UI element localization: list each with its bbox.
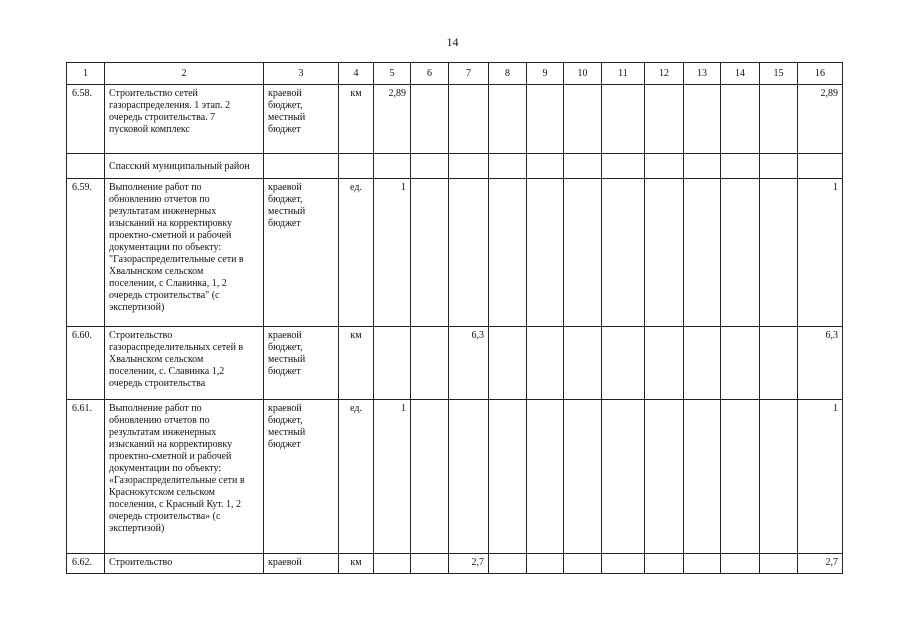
row-value-col12 [645, 554, 684, 574]
row-value-col7: 6,3 [449, 327, 489, 400]
row-value-col6 [411, 400, 449, 554]
row-unit: ед. [339, 400, 374, 554]
row-value-col15 [760, 85, 798, 154]
row-value-col15 [760, 400, 798, 554]
row-value-col9 [527, 400, 564, 554]
row-number: 6.59. [67, 179, 105, 327]
column-header: 13 [684, 63, 721, 85]
row-value-col15 [760, 327, 798, 400]
column-header: 6 [411, 63, 449, 85]
row-value-col8 [489, 179, 527, 327]
row-value-col12 [645, 179, 684, 327]
row-name: Строительство газораспределительных сетей в Хвалынском сельском поселении, с. Славинка 1,2 очередь строительства [105, 327, 264, 400]
row-number: 6.62. [67, 554, 105, 574]
row-value-col10 [564, 327, 602, 400]
table-row [67, 554, 843, 574]
row-value-col7 [449, 179, 489, 327]
row-value-col7: 2,7 [449, 554, 489, 574]
column-header: 2 [105, 63, 264, 85]
column-header: 1 [67, 63, 105, 85]
row-number: 6.61. [67, 400, 105, 554]
table-row [67, 400, 843, 554]
row-value-col5 [374, 327, 411, 400]
row-value-col11 [602, 400, 645, 554]
row-value-col13 [684, 327, 721, 400]
row-value-col11 [602, 327, 645, 400]
row-value-col5 [374, 554, 411, 574]
column-header: 4 [339, 63, 374, 85]
row-value-col11 [602, 554, 645, 574]
row-value-col15 [760, 554, 798, 574]
section-title: Спасский муниципальный район [105, 154, 264, 179]
column-header: 16 [798, 63, 843, 85]
row-value-col11 [602, 179, 645, 327]
header-row [67, 63, 843, 85]
row-value-col7 [449, 400, 489, 554]
row-source: краевой [264, 554, 339, 574]
row-total: 6,3 [798, 327, 843, 400]
column-header: 8 [489, 63, 527, 85]
row-value-col9 [527, 554, 564, 574]
column-header: 5 [374, 63, 411, 85]
row-value-col11 [602, 85, 645, 154]
program-table [66, 62, 843, 574]
column-header: 11 [602, 63, 645, 85]
column-header: 3 [264, 63, 339, 85]
column-header: 10 [564, 63, 602, 85]
row-value-col12 [645, 85, 684, 154]
row-value-col10 [564, 554, 602, 574]
table-row [67, 179, 843, 327]
row-name: Выполнение работ по обновлению отчетов по результатам инженерных изысканий на корректировку проектно-сметной и рабочей документации по объекту: «Газораспределительные сети в Краснокутском сельском поселении, с Красный Кут. 1, 2 очередь строительства» (с экспертизой) [105, 400, 264, 554]
row-value-col5: 2,89 [374, 85, 411, 154]
row-value-col8 [489, 327, 527, 400]
row-source: краевой бюджет, местный бюджет [264, 400, 339, 554]
row-name: Строительство сетей газораспределения. 1 этап. 2 очередь строительства. 7 пусковой комплекс [105, 85, 264, 154]
column-header: 9 [527, 63, 564, 85]
row-value-col6 [411, 327, 449, 400]
row-value-col10 [564, 85, 602, 154]
row-value-col9 [527, 327, 564, 400]
table-row [67, 327, 843, 400]
row-value-col12 [645, 327, 684, 400]
row-source: краевой бюджет, местный бюджет [264, 85, 339, 154]
row-value-col14 [721, 327, 760, 400]
row-name: Выполнение работ по обновлению отчетов по результатам инженерных изысканий на корректировку проектно-сметной и рабочей документации по объекту: "Газораспределительные сети в Хвалынском сельском поселении, с Славинка, 1, 2 очередь строительства" (с экспертизой) [105, 179, 264, 327]
row-value-col15 [760, 179, 798, 327]
row-value-col13 [684, 400, 721, 554]
row-value-col9 [527, 179, 564, 327]
row-total: 2,89 [798, 85, 843, 154]
row-value-col8 [489, 554, 527, 574]
row-total: 2,7 [798, 554, 843, 574]
row-value-col6 [411, 554, 449, 574]
row-source: краевой бюджет, местный бюджет [264, 179, 339, 327]
column-header: 12 [645, 63, 684, 85]
section-row [67, 154, 843, 179]
row-name: Строительство [105, 554, 264, 574]
row-value-col10 [564, 400, 602, 554]
row-value-col9 [527, 85, 564, 154]
row-value-col13 [684, 85, 721, 154]
row-value-col10 [564, 179, 602, 327]
row-value-col14 [721, 179, 760, 327]
row-value-col7 [449, 85, 489, 154]
row-unit: ед. [339, 179, 374, 327]
row-value-col8 [489, 400, 527, 554]
row-value-col14 [721, 85, 760, 154]
row-value-col6 [411, 179, 449, 327]
row-source: краевой бюджет, местный бюджет [264, 327, 339, 400]
page-number: 14 [446, 35, 459, 49]
row-value-col5: 1 [374, 400, 411, 554]
row-total: 1 [798, 179, 843, 327]
column-header: 7 [449, 63, 489, 85]
row-value-col14 [721, 400, 760, 554]
row-value-col12 [645, 400, 684, 554]
row-value-col14 [721, 554, 760, 574]
row-value-col13 [684, 554, 721, 574]
row-total: 1 [798, 400, 843, 554]
row-unit: км [339, 554, 374, 574]
row-value-col6 [411, 85, 449, 154]
table-row [67, 85, 843, 154]
row-unit: км [339, 327, 374, 400]
row-value-col5: 1 [374, 179, 411, 327]
row-number: 6.60. [67, 327, 105, 400]
row-value-col13 [684, 179, 721, 327]
row-value-col8 [489, 85, 527, 154]
column-header: 14 [721, 63, 760, 85]
column-header: 15 [760, 63, 798, 85]
row-number: 6.58. [67, 85, 105, 154]
row-unit: км [339, 85, 374, 154]
